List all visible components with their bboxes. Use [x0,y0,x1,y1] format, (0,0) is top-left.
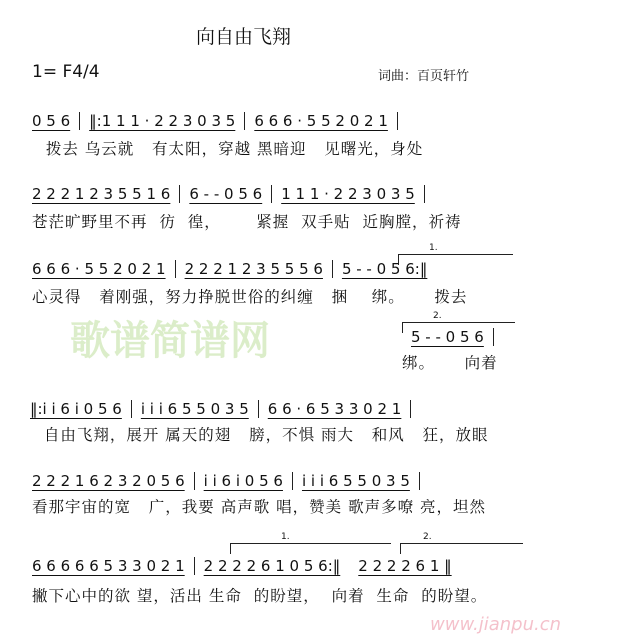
measure: i i i 6 5 5 0 3 5 [132,400,259,418]
lyrics-row-2: 苍茫旷野里不再 彷 徨， 紧握 双手贴 近胸膛，祈祷 [32,213,462,231]
measure: ‖:1 1 1 · 2 2 3 0 3 5 [80,112,245,130]
notation-row-3 [32,258,436,280]
measure: 6 6 6 · 5 5 2 0 2 1 [245,112,398,130]
volta-2: 2. [400,543,523,554]
volta-2: 2. [402,322,515,333]
watermark-url: www.jianpu.cn [430,614,562,635]
volta-1: 1. [398,254,513,265]
notation-row-4 [30,398,411,420]
measure: 6 6 6 · 5 5 2 0 2 1 [32,260,176,278]
measure: 2 2 2 1 2 3 5 5 1 6 [32,185,180,203]
measure: 2 2 2 1 6 2 3 2 0 5 6 [32,472,195,490]
measure: 2 2 2 2 6 1 ‖ [358,557,452,575]
notation-row-5 [32,470,420,492]
measure: 6 6 6 6 6 5 3 3 0 2 1 [32,557,195,575]
measure: 0 5 6 [32,112,80,130]
lyrics-row-5: 看那宇宙的宽 广，我要 高声歌 唱，赞美 歌声多嘹 亮，坦然 [32,498,486,516]
measure: 6 6 · 6 5 3 3 0 2 1 [259,400,412,418]
song-title: 向自由飞翔 [196,26,292,48]
measure: 5 - - 0 5 6:‖ [341,260,428,278]
measure: 2 2 2 2 6 1 0 5 6:‖ [203,557,341,575]
measure: ‖:i i 6 i 0 5 6 [30,400,132,418]
measure: 6 - - 0 5 6 [180,185,272,203]
lyrics-row-1: 拨去 乌云就 有太阳，穿越 黑暗迎 见曙光，身处 [34,140,424,158]
measure: 1 1 1 · 2 2 3 0 3 5 [272,185,425,203]
measure: i i i 6 5 5 0 3 5 [293,472,420,490]
key-signature: 1= F4/4 [32,62,100,82]
volta-1: 1. [230,543,391,554]
lyrics-volta-2: 绑。 向着 [402,354,498,372]
lyrics-row-4: 自由飞翔，展开 属天的翅 膀，不惧 雨大 和风 狂，放眼 [32,426,489,444]
notation-row-2 [32,183,425,205]
notation-row-1 [32,110,398,132]
measure: i i 6 i 0 5 6 [195,472,293,490]
notation-row-6 [32,555,461,577]
lyrics-row-6: 撇下心中的欲 望，活出 生命 的盼望， 向着 生命 的盼望。 [32,587,488,605]
measure: 5 - - 0 5 6 [402,328,494,346]
lyrics-row-3: 心灵得 着刚强，努力挣脱世俗的纠缠 捆 绑。 拨去 [32,288,468,306]
credits: 词曲：百页轩竹 [378,69,470,84]
notation-volta-2 [402,326,494,348]
measure: 2 2 2 1 2 3 5 5 5 6 [176,260,333,278]
watermark-logo: 歌谱简谱网 [70,318,270,364]
